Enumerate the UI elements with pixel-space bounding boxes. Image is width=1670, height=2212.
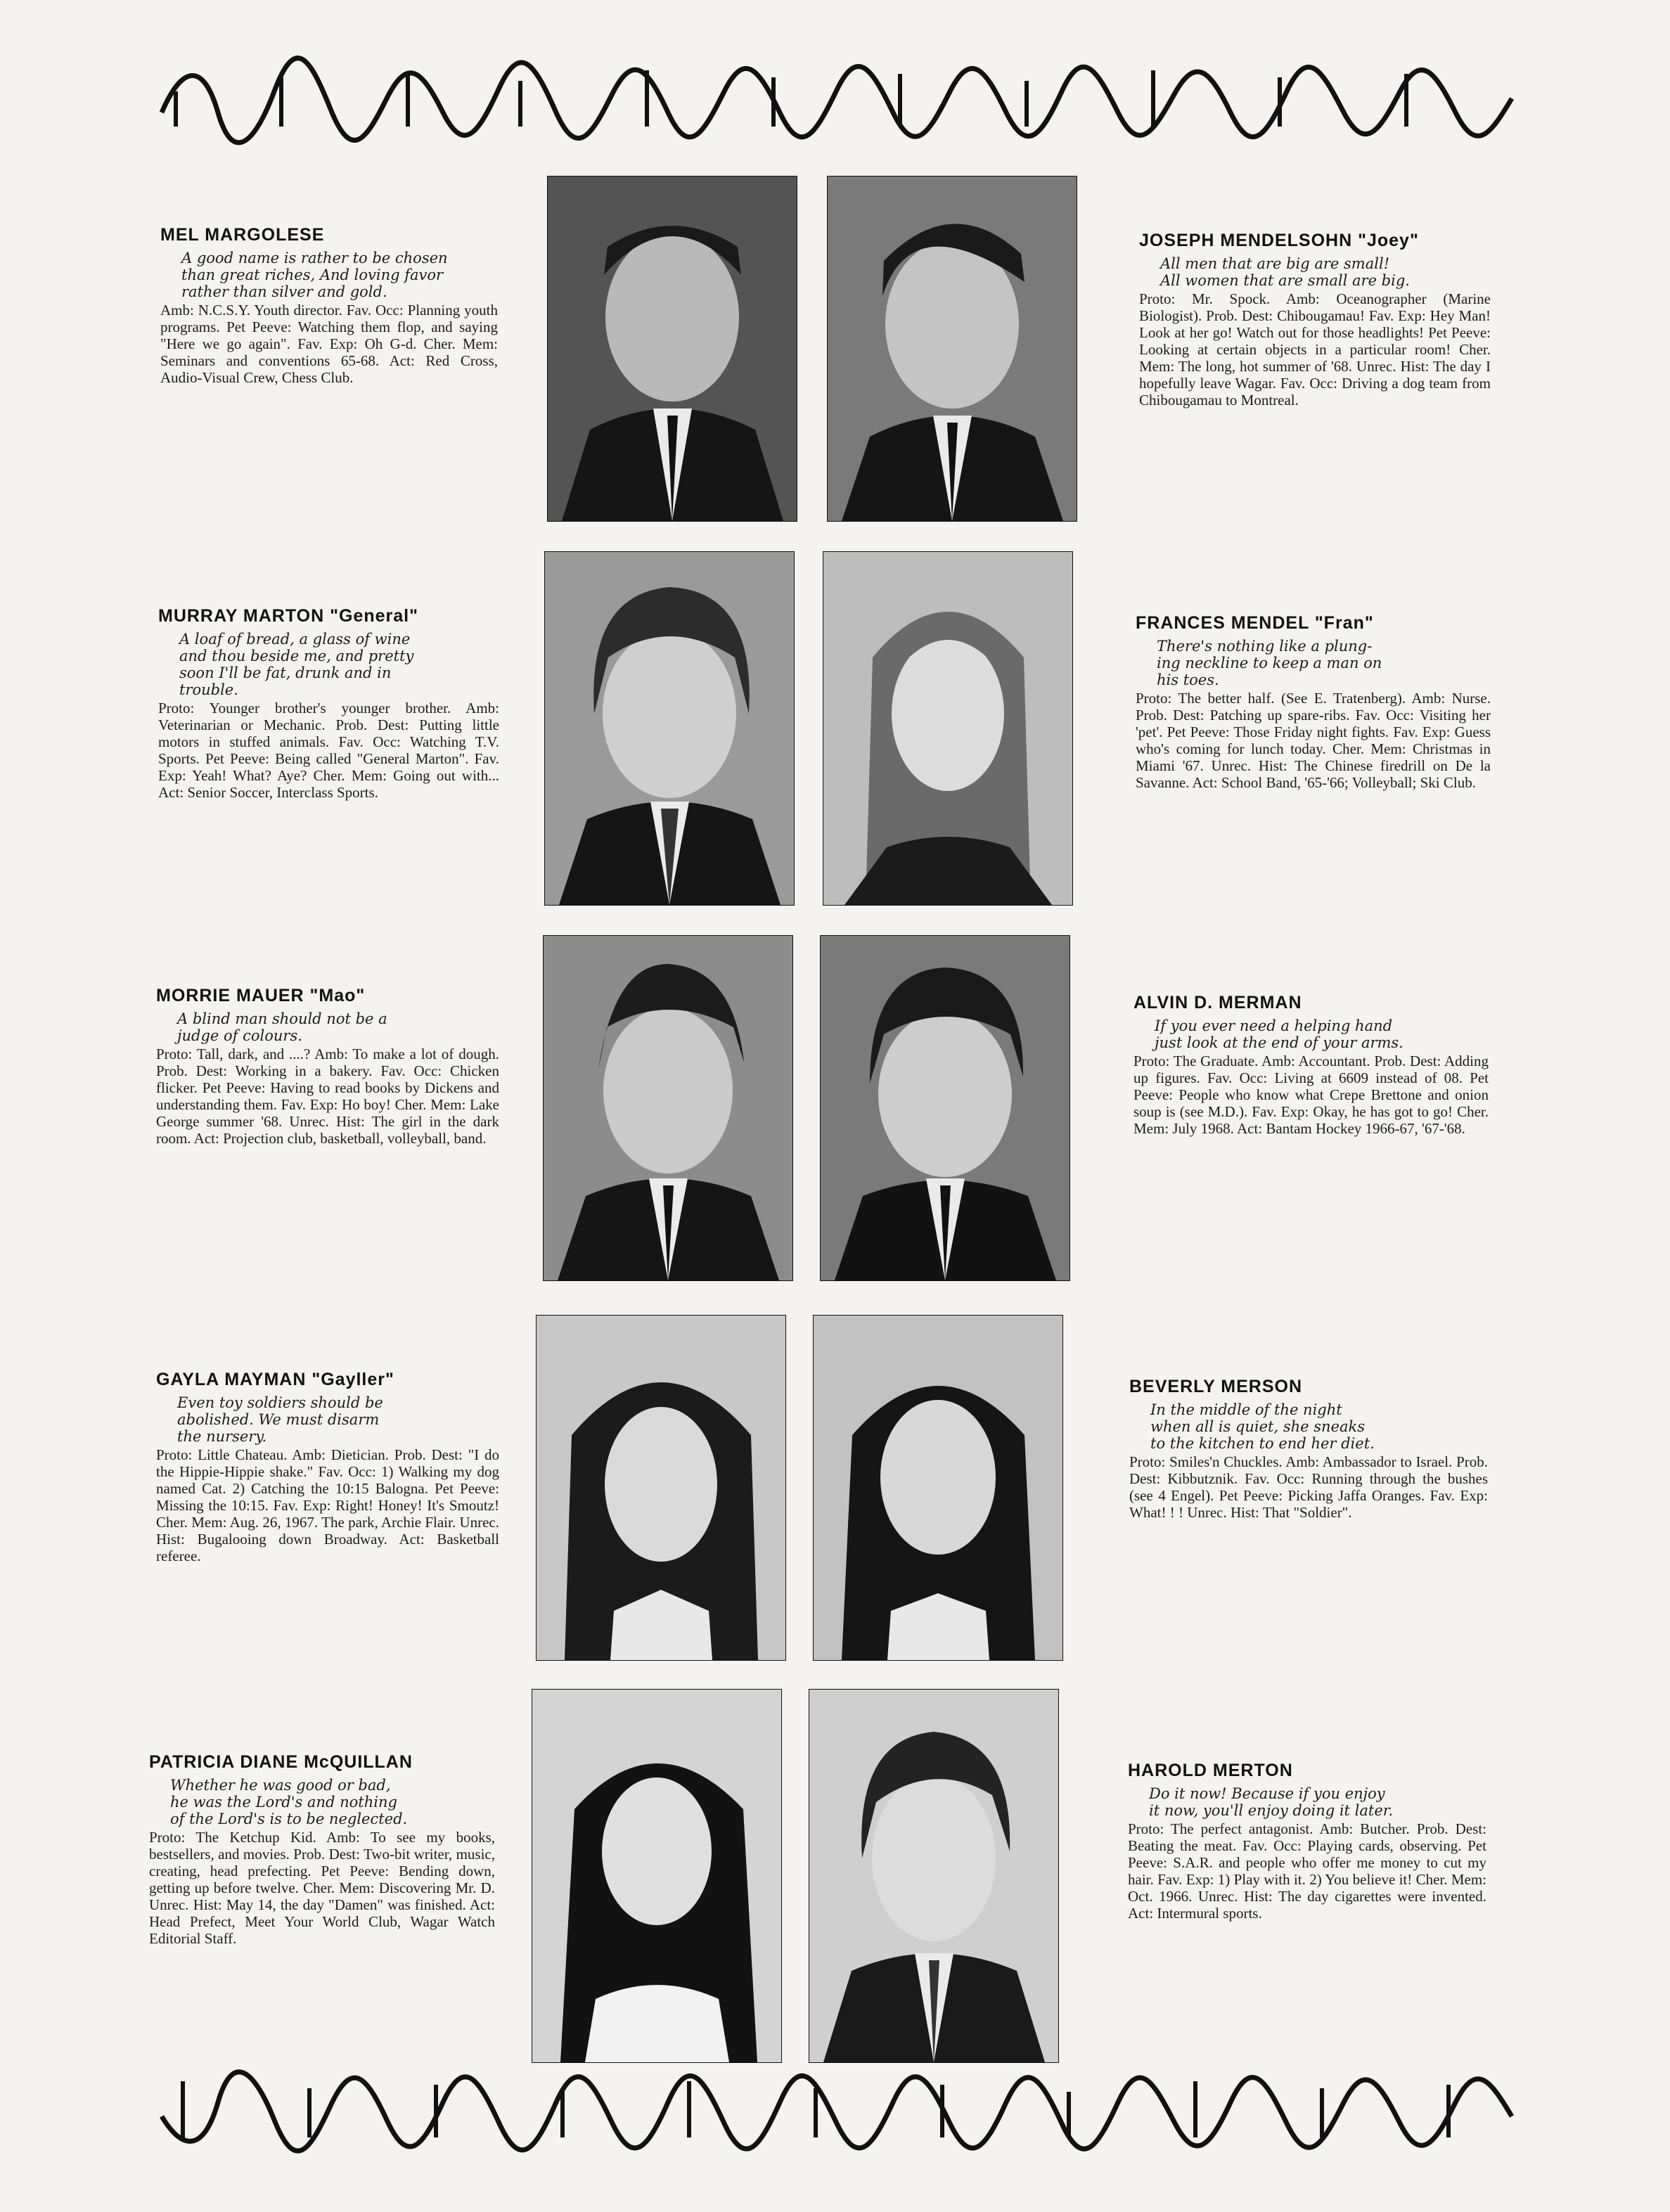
student-name: PATRICIA DIANE McQUILLAN	[149, 1752, 413, 1772]
student-quote: There's nothing like a plung- ing neckline to keep a man on his toes.	[1157, 638, 1382, 688]
portrait-photo-merton	[809, 1689, 1059, 2063]
student-name: MURRAY MARTON "General"	[158, 606, 418, 626]
script-ornament-icon	[155, 2060, 1519, 2159]
student-name: JOSEPH MENDELSOHN "Joey"	[1139, 231, 1419, 250]
portrait-photo-merson	[813, 1315, 1063, 1661]
student-quote: All men that are big are small! All women that are small are big.	[1160, 255, 1410, 289]
portrait-photo-mauer	[543, 935, 793, 1281]
student-name: GAYLA MAYMAN "Gayller"	[156, 1370, 394, 1389]
student-entry-merman	[1133, 993, 1489, 1137]
student-quote: Do it now! Because if you enjoy it now, you'll enjoy doing it later.	[1149, 1785, 1394, 1819]
student-name: MEL MARGOLESE	[160, 225, 325, 245]
portrait-photo-mendelsohn	[827, 176, 1077, 522]
student-entry-mendel	[1136, 613, 1491, 791]
student-entry-mendelsohn	[1139, 231, 1491, 409]
portrait-photo-mayman	[536, 1315, 786, 1661]
student-name: ALVIN D. MERMAN	[1133, 993, 1302, 1012]
student-bio: Proto: The Ketchup Kid. Amb: To see my books, bestsellers, and movies. Prob. Dest: Two-bit writer, music, creating, head prefecting. Pet Peeve: Bending down, getting up before twelve. Cher. Mem: Discovering Mr. D. Unrec. Hist: May 14, the day "Damen" was finished. Act: Head Prefect, Meet Your World Club, Wagar Watch Editorial Staff.	[149, 1829, 495, 1947]
student-bio: Proto: The better half. (See E. Tratenberg). Amb: Nurse. Prob. Dest: Patching up spare-ribs. Fav. Occ: Visiting her 'pet'. Pet Peeve: Those Friday night fights. Fav. Exp: Guess who's coming for lunch today. Cher. Mem: Christmas in Miami '67. Unrec. Hist: The Chinese firedrill on De la Savanne. Act: School Band, '65-'66; Volleyball; Ski Club.	[1136, 690, 1491, 791]
student-entry-marton	[158, 606, 499, 801]
portrait-photo-marton	[544, 551, 795, 906]
student-entry-merson	[1129, 1377, 1488, 1521]
student-name: BEVERLY MERSON	[1129, 1377, 1303, 1396]
bottom-script-banner	[155, 2060, 1519, 2159]
portrait-photo-margolese	[547, 176, 797, 522]
student-entry-mcquillan	[149, 1752, 495, 1947]
student-quote: A good name is rather to be chosen than great riches, And loving favor rather than silver and gold.	[181, 250, 448, 300]
student-bio: Proto: Younger brother's younger brother. Amb: Veterinarian or Mechanic. Prob. Dest: Putting little motors in stuffed animals. Fav. Occ: Watching T.V. Sports. Pet Peeve: Being called "General Marton". Fav. Exp: Yeah! What? Aye? Cher. Mem: Going out with... Act: Senior Soccer, Interclass Sports.	[158, 700, 499, 801]
student-name: MORRIE MAUER "Mao"	[156, 986, 366, 1005]
student-bio: Proto: The Graduate. Amb: Accountant. Prob. Dest: Adding up figures. Fav. Occ: Living at 6609 instead of 08. Pet Peeve: People who know what Crepe Brettone and onion soup is (see M.D.). Fav. Exp: Okay, he has got to go! Cher. Mem: July 1968. Act: Bantam Hockey 1966-67, '67-'68.	[1133, 1053, 1489, 1137]
student-quote: If you ever need a helping hand just look at the end of your arms.	[1155, 1017, 1404, 1051]
student-name: HAROLD MERTON	[1128, 1761, 1293, 1780]
student-bio: Proto: Smiles'n Chuckles. Amb: Ambassador to Israel. Prob. Dest: Kibbutznik. Fav. Occ: Running through the bushes (see 4 Engel). Pet Peeve: Picking Jaffa Oranges. Fav. Exp: What! ! ! Unrec. Hist: That "Soldier".	[1129, 1453, 1488, 1521]
student-bio: Proto: Mr. Spock. Amb: Oceanographer (Marine Biologist). Prob. Dest: Chibougamau! Fav. Exp: Hey Man! Look at her go! Watch out for those headlights! Pet Peeve: Looking at certain objects in a particular room! Cher. Mem: The long, hot summer of '68. Unrec. Hist: The day I hopefully leave Wagar. Fav. Occ: Driving a dog team from Chibougamau to Montreal.	[1139, 290, 1491, 409]
student-entry-mayman	[156, 1370, 499, 1564]
portrait-photo-mendel	[823, 551, 1073, 906]
student-quote: A blind man should not be a judge of colours.	[177, 1010, 387, 1044]
student-quote: In the middle of the night when all is quiet, she sneaks to the kitchen to end her diet.	[1150, 1401, 1375, 1452]
student-bio: Proto: Little Chateau. Amb: Dietician. Prob. Dest: "I do the Hippie-Hippie shake." Fav. Occ: 1) Walking my dog named Cat. 2) Catching the 10:15 Balogna. Pet Peeve: Missing the 10:15. Fav. Exp: Right! Honey! It's Smoutz! Cher. Mem: Aug. 26, 1967. The park, Archie Flair. Unrec. Hist: Bugalooing down Broadway. Act: Basketball referee.	[156, 1446, 499, 1564]
student-entry-merton	[1128, 1761, 1486, 1922]
student-quote: Even toy soldiers should be abolished. We must disarm the nursery.	[177, 1394, 383, 1445]
student-bio: Proto: Tall, dark, and ....? Amb: To make a lot of dough. Prob. Dest: Working in a bakery. Fav. Occ: Chicken flicker. Pet Peeve: Having to read books by Dickens and understanding them. Fav. Exp: Ho boy! Cher. Mem: Lake George summer '68. Unrec. Hist: The girl in the dark room. Act: Projection club, basketball, volleyball, band.	[156, 1046, 499, 1147]
portrait-photo-mcquillan	[532, 1689, 782, 2063]
portrait-photo-merman	[820, 935, 1070, 1281]
top-script-banner	[155, 49, 1519, 148]
student-bio: Proto: The perfect antagonist. Amb: Butcher. Prob. Dest: Beating the meat. Fav. Occ: Playing cards, observing. Pet Peeve: S.A.R. and people who offer me money to cut my hair. Fav. Exp: 1) Play with it. 2) You believe it! Cher. Mem: Oct. 1966. Unrec. Hist: The day cigarettes were invented. Act: Intermural sports.	[1128, 1820, 1486, 1922]
script-ornament-icon	[155, 49, 1519, 148]
student-quote: Whether he was good or bad, he was the Lord's and nothing of the Lord's is to be neglected.	[170, 1777, 408, 1827]
student-bio: Amb: N.C.S.Y. Youth director. Fav. Occ: Planning youth programs. Pet Peeve: Watching them flop, and saying "Here we go again". Fav. Exp: Oh G-d. Cher. Mem: Seminars and conventions 65-68. Act: Red Cross, Audio-Visual Crew, Chess Club.	[160, 302, 498, 386]
student-entry-mauer	[156, 986, 499, 1147]
student-entry-margolese	[160, 225, 498, 386]
student-quote: A loaf of bread, a glass of wine and thou beside me, and pretty soon I'll be fat, drunk and in trouble.	[179, 631, 414, 698]
student-name: FRANCES MENDEL "Fran"	[1136, 613, 1374, 633]
